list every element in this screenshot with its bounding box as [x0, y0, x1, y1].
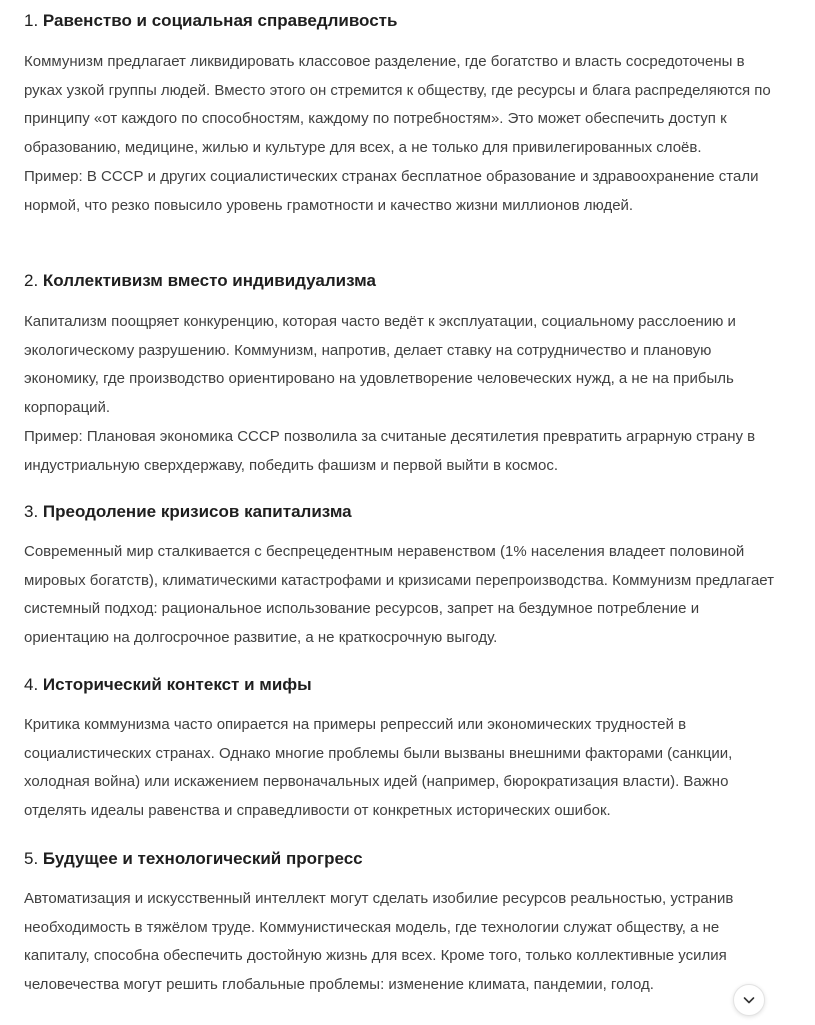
section-body [24, 885, 784, 1000]
paragraph-example: Пример: В СССР и других социалистических странах бесплатное образование и здравоохранение стали нормой, что резко повысило уровень грамотности и качество жизни миллионов людей. [24, 167, 759, 214]
section-number: 3. [24, 502, 39, 521]
section-title: Коллективизм вместо индивидуализма [42, 271, 376, 290]
section-number: 2. [24, 271, 39, 290]
section-heading [24, 674, 312, 696]
paragraph: Автоматизация и искусственный интеллект могут сделать изобилие ресурсов реальностью, устранив необходимость в тяжёлом труде. Коммунистическая модель, где технологии служат обществу, а не капиталу, способна обеспечить достойную жизнь для всех. Кроме того, только коллективные усилия человечества могут решить глобальные проблемы: изменение климата, пандемии, голод. [24, 890, 734, 994]
section-body [24, 711, 784, 826]
section-heading [24, 270, 376, 292]
paragraph-example: Пример: Плановая экономика СССР позволила за считаные десятилетия превратить аграрную страну в индустриальную сверхдержаву, победить фашизм и первой выйти в космос. [24, 427, 756, 474]
section-heading [24, 501, 352, 523]
section-body [24, 538, 784, 653]
section-title: Будущее и технологический прогресс [42, 849, 363, 868]
section-number: 1. [24, 11, 39, 30]
paragraph: Коммунизм предлагает ликвидировать классовое разделение, где богатство и власть сосредоточены в руках узкой группы людей. Вместо этого он стремится к обществу, где ресурсы и блага распределяются по принципу «от каждого по способностям, каждому по потребностям». Это может обеспечить доступ к образованию, медицине, жилью и культуре для всех, а не только для привилегированных слоёв. [24, 53, 771, 157]
section-body [24, 48, 784, 220]
paragraph: Капитализм поощряет конкуренцию, которая часто ведёт к эксплуатации, социальному расслоению и экологическому разрушению. Коммунизм, напротив, делает ставку на сотрудничество и плановую экономику, где производство ориентировано на удовлетворение человеческих нужд, а не на прибыль корпораций. [24, 313, 736, 417]
section-number: 5. [24, 849, 39, 868]
section-title: Равенство и социальная справедливость [42, 11, 398, 30]
chevron-down-icon [741, 992, 757, 1008]
section-number: 4. [24, 675, 39, 694]
section-heading [24, 10, 397, 32]
scroll-to-bottom-button[interactable] [733, 984, 765, 1016]
section-body [24, 308, 784, 480]
paragraph: Современный мир сталкивается с беспрецедентным неравенством (1% населения владеет половиной мировых богатств), климатическими катастрофами и кризисами перепроизводства. Коммунизм предлагает системный подход: рациональное использование ресурсов, запрет на бездумное потребление и ориентацию на долгосрочное развитие, а не краткосрочную выгоду. [24, 543, 775, 647]
section-title: Исторический контекст и мифы [42, 675, 312, 694]
paragraph: Критика коммунизма часто опирается на примеры репрессий или экономических трудностей в социалистических странах. Однако многие проблемы были вызваны внешними факторами (санкции, холодная война) или искажением первоначальных идей (например, бюрократизация власти). Важно отделять идеалы равенства и справедливости от конкретных исторических ошибок. [24, 716, 733, 820]
section-title: Преодоление кризисов капитализма [42, 502, 352, 521]
section-heading [24, 848, 363, 870]
